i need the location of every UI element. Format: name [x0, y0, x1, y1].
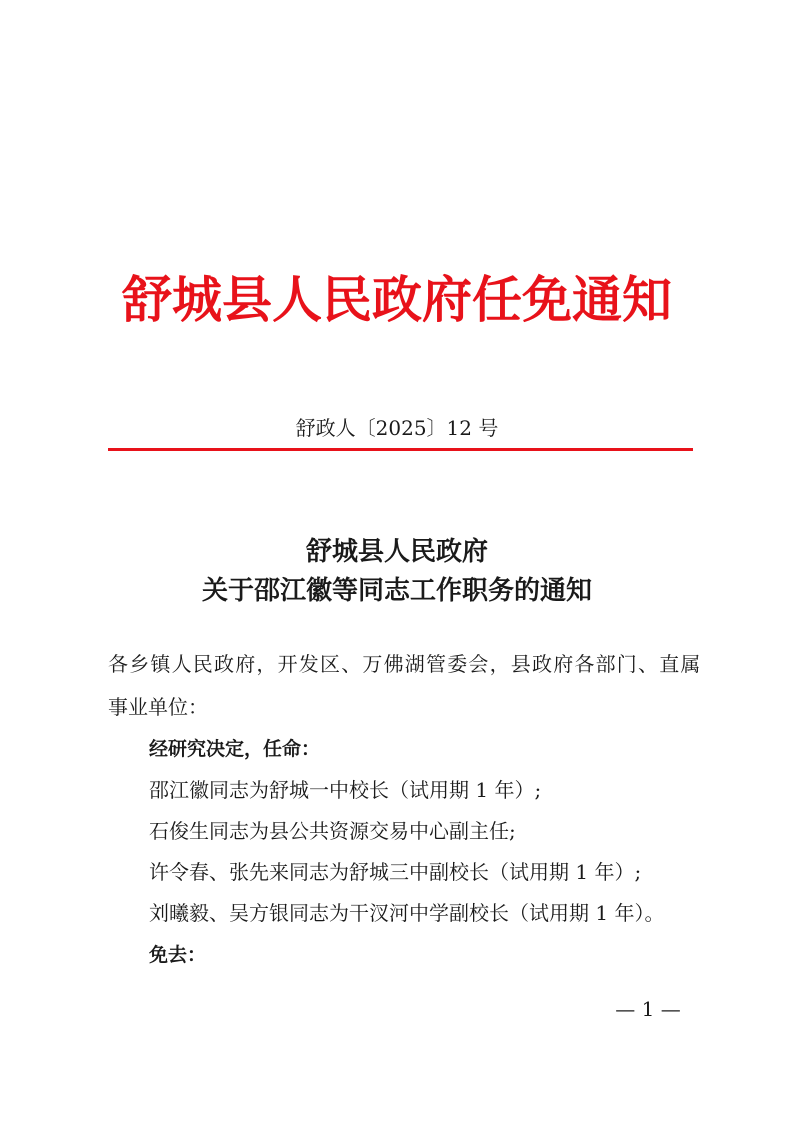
masthead-title: 舒城县人民政府任免通知	[122, 271, 672, 329]
notice-title-line1: 舒城县人民政府	[305, 537, 488, 567]
addressee-line-1: 各乡镇人民政府，开发区、万佛湖管委会，县政府各部门、直属	[108, 652, 702, 676]
document-number: 舒政人〔2025〕12 号	[295, 416, 499, 440]
appoint-heading: 经研究决定，任命：	[149, 738, 321, 760]
appointment-item: 邵江徽同志为舒城一中校长（试用期 1 年）;	[149, 778, 542, 802]
appointment-item: 石俊生同志为县公共资源交易中心副主任;	[149, 819, 516, 843]
appointment-item: 许令春、张先来同志为舒城三中副校长（试用期 1 年）;	[149, 860, 642, 884]
addressee-line-2: 事业单位：	[108, 695, 208, 719]
dismiss-heading: 免去：	[149, 944, 207, 966]
red-divider	[108, 448, 693, 451]
appointment-item: 刘曦毅、吴方银同志为干汊河中学副校长（试用期 1 年）。	[149, 901, 665, 925]
page-number: — 1 —	[615, 997, 681, 1021]
notice-title-line2: 关于邵江徽等同志工作职务的通知	[201, 576, 592, 606]
